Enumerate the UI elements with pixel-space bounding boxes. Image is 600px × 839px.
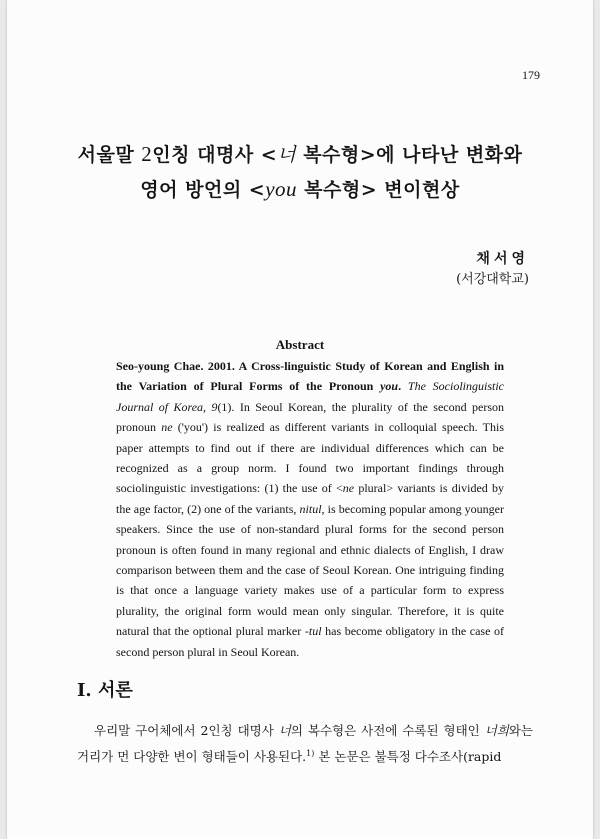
body-term: 너희 [484,723,509,738]
journal-issue: (1). [217,399,240,414]
title-line-2 [7,172,593,207]
abstract-term: -tul [304,624,322,639]
paper-title [7,137,593,207]
title-text: 서울말 [77,144,142,166]
author-block [456,248,529,290]
author-name: 채서영 [476,251,529,267]
abstract-term: ne [342,481,355,496]
title-text: 너 [277,144,297,166]
body-text: 우리말 구어체에서 2인칭 대명사 [94,723,279,738]
abstract-term: nitul [299,501,322,516]
abstract-text: In Seoul Korean, the plurality of the second person pronoun [116,399,505,435]
abstract-term: ne [161,420,173,435]
abstract-citation: . [398,379,408,394]
body-text: 와는 거리가 먼 다양한 변이 형태들이 사용된다. [77,723,533,764]
body-text: 본 논문은 불특정 다수조사(rapid [314,749,502,764]
journal-name: The Sociolinguistic Journal of Korea, 9 [116,379,505,414]
abstract-citation: Seo-young Chae. 2001. A Cross-linguistic Study of Korean and English in the Variation of Plural Forms of the Pronoun [116,359,504,394]
section-heading: I. 서론 [77,680,133,701]
title-line-1 [7,137,593,172]
document-page [7,0,593,839]
title-text: 복수형> 변이현상 [297,179,460,201]
title-text: you [265,177,298,201]
abstract-text: has become obligatory in the case of second person plural in Seoul Korean. [116,624,504,659]
body-paragraph [77,718,533,770]
author-affiliation: (서강대학교) [456,272,529,287]
page-number: 179 [522,68,540,82]
abstract-citation: you [380,379,399,394]
title-text: 복수형>에 나타난 변화와 [296,144,523,166]
footnote-marker[interactable]: 1) [306,748,315,758]
abstract-text: ('you') is realized as different variants in colloquial speech. This paper attempts to find out if there are individual differences which can be recognized as a group norm. I found two important findings through sociolinguistic investigations: (1) the use of < [116,420,504,496]
abstract-body [116,356,504,662]
title-text: 2 [141,142,153,166]
body-text: 의 복수형은 사전에 수록된 형태인 [290,723,485,738]
body-term: 너 [278,723,291,738]
title-text: 영어 방언의 < [140,179,266,201]
abstract-heading: Abstract [275,337,325,352]
title-text: 인칭 대명사 < [152,144,278,166]
abstract-text: plural> variants is divided by the age factor, (2) one of the variants, [116,481,504,516]
abstract-text: , is becoming popular among younger speakers. Since the use of non-standard plural forms for the second person pronoun is often found in many regional and ethnic dialects of English, I draw comparison between them and the case of Seoul Korean. One intriguing finding is that once a language variety makes use of a particular form to express plurality, the original form would mean only singular. Therefore, it is quite natural that the optional plural marker [116,501,504,639]
